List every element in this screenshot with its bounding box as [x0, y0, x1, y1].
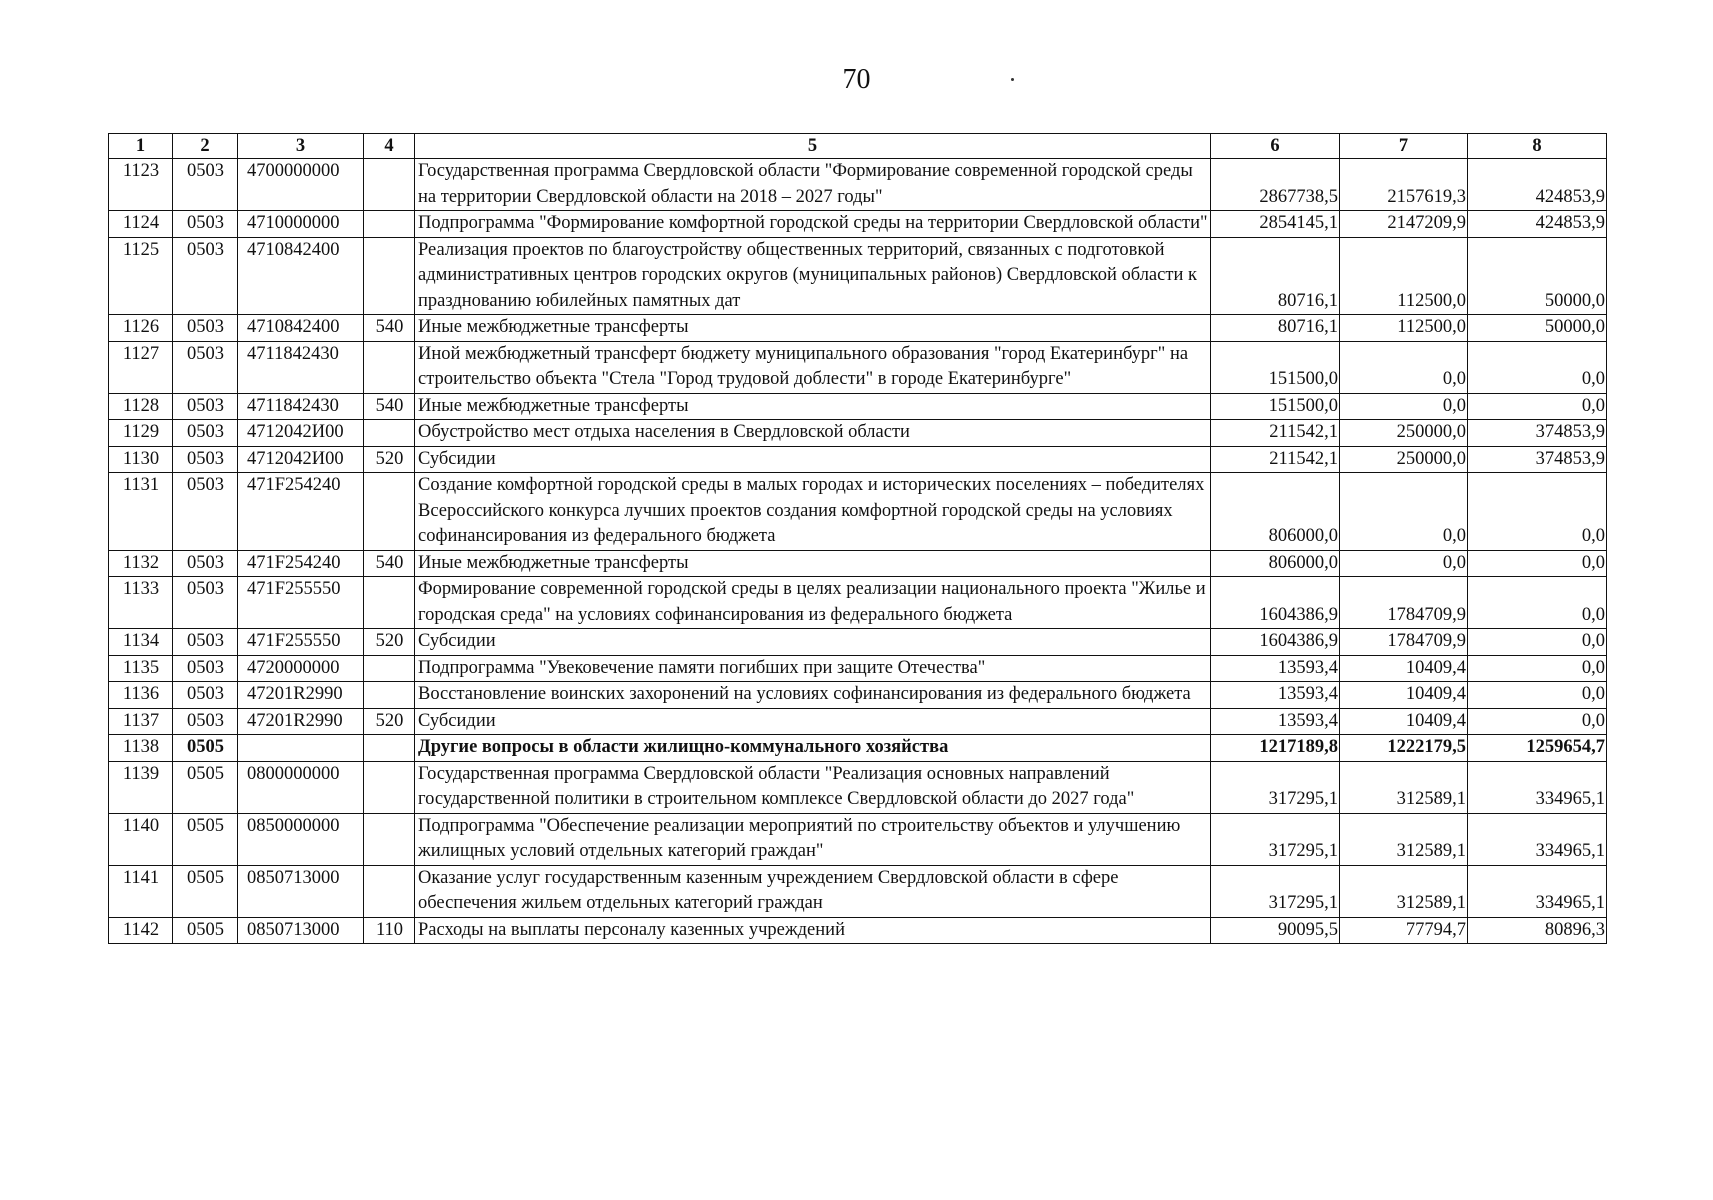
amount-col8-cell: 0,0: [1468, 629, 1607, 656]
amount-col8-cell: 0,0: [1468, 341, 1607, 393]
amount-col8-cell: 374853,9: [1468, 420, 1607, 447]
amount-col6-cell: 211542,1: [1211, 420, 1340, 447]
section-code-cell: 0505: [173, 917, 238, 944]
target-code-cell: 471F255550: [238, 629, 364, 656]
target-code-cell: 4700000000: [238, 159, 364, 211]
item-name-cell: Иной межбюджетный трансферт бюджету муниципального образования "город Екатеринбург" на строительство объекта "Стела "Город трудовой доблести" в городе Екатеринбурге": [415, 341, 1211, 393]
target-code-cell: 4710842400: [238, 315, 364, 342]
page-number: 70: [842, 64, 871, 95]
expense-type-cell: [364, 655, 415, 682]
target-code-cell: 47201R2990: [238, 708, 364, 735]
section-code-cell: 0505: [173, 813, 238, 865]
amount-col7-cell: 0,0: [1340, 473, 1468, 551]
section-code-cell: 0503: [173, 341, 238, 393]
table-row: [109, 735, 1607, 762]
section-code-cell: 0503: [173, 315, 238, 342]
amount-col8-cell: 334965,1: [1468, 761, 1607, 813]
amount-col6-cell: 806000,0: [1211, 473, 1340, 551]
section-code-cell: 0505: [173, 735, 238, 762]
expense-type-cell: [364, 473, 415, 551]
table-row: [109, 550, 1607, 577]
target-code-cell: 0800000000: [238, 761, 364, 813]
amount-col7-cell: 250000,0: [1340, 446, 1468, 473]
amount-col8-cell: 334965,1: [1468, 865, 1607, 917]
section-code-cell: 0503: [173, 446, 238, 473]
scan-speck: [1011, 78, 1014, 81]
table-row: [109, 473, 1607, 551]
row-number-cell: 1126: [109, 315, 173, 342]
item-name-cell: Субсидии: [415, 446, 1211, 473]
amount-col8-cell: 50000,0: [1468, 315, 1607, 342]
row-number-cell: 1124: [109, 211, 173, 238]
target-code-cell: [238, 735, 364, 762]
section-code-cell: 0503: [173, 550, 238, 577]
target-code-cell: 471F254240: [238, 473, 364, 551]
amount-col6-cell: 90095,5: [1211, 917, 1340, 944]
amount-col8-cell: 0,0: [1468, 577, 1607, 629]
amount-col7-cell: 1784709,9: [1340, 577, 1468, 629]
table-row: [109, 420, 1607, 447]
amount-col6-cell: 13593,4: [1211, 682, 1340, 709]
expense-type-cell: 540: [364, 550, 415, 577]
amount-col8-cell: 80896,3: [1468, 917, 1607, 944]
amount-col7-cell: 10409,4: [1340, 655, 1468, 682]
amount-col7-cell: 0,0: [1340, 550, 1468, 577]
amount-col8-cell: 0,0: [1468, 655, 1607, 682]
target-code-cell: 4712042И00: [238, 446, 364, 473]
item-name-cell: Реализация проектов по благоустройству общественных территорий, связанных с подготовкой административных центров городских округов (муниципальных районов) Свердловской области к празднованию юбилейных памятных дат: [415, 237, 1211, 315]
amount-col6-cell: 13593,4: [1211, 655, 1340, 682]
target-code-cell: 471F255550: [238, 577, 364, 629]
item-name-cell: Субсидии: [415, 629, 1211, 656]
table-row: [109, 761, 1607, 813]
expense-type-cell: [364, 211, 415, 238]
amount-col7-cell: 0,0: [1340, 393, 1468, 420]
amount-col7-cell: 312589,1: [1340, 813, 1468, 865]
item-name-cell: Оказание услуг государственным казенным учреждением Свердловской области в сфере обеспечения жильем отдельных категорий граждан: [415, 865, 1211, 917]
amount-col6-cell: 2867738,5: [1211, 159, 1340, 211]
expense-type-cell: 540: [364, 315, 415, 342]
expense-type-cell: [364, 865, 415, 917]
section-code-cell: 0503: [173, 708, 238, 735]
amount-col7-cell: 77794,7: [1340, 917, 1468, 944]
amount-col8-cell: 1259654,7: [1468, 735, 1607, 762]
target-code-cell: 4711842430: [238, 393, 364, 420]
header-row: [109, 134, 1607, 159]
expense-type-cell: [364, 735, 415, 762]
target-code-cell: 47201R2990: [238, 682, 364, 709]
budget-table: [108, 133, 1607, 944]
item-name-cell: Другие вопросы в области жилищно-коммунального хозяйства: [415, 735, 1211, 762]
amount-col6-cell: 317295,1: [1211, 761, 1340, 813]
item-name-cell: Создание комфортной городской среды в малых городах и исторических поселениях – победителях Всероссийского конкурса лучших проектов создания комфортной городской среды на условиях софинансирования из федерального бюджета: [415, 473, 1211, 551]
item-name-cell: Формирование современной городской среды в целях реализации национального проекта "Жилье и городская среда" на условиях софинансирования из федерального бюджета: [415, 577, 1211, 629]
amount-col6-cell: 1217189,8: [1211, 735, 1340, 762]
section-code-cell: 0503: [173, 237, 238, 315]
row-number-cell: 1134: [109, 629, 173, 656]
table-row: [109, 393, 1607, 420]
expense-type-cell: 520: [364, 446, 415, 473]
target-code-cell: 4710000000: [238, 211, 364, 238]
amount-col7-cell: 0,0: [1340, 341, 1468, 393]
expense-type-cell: [364, 761, 415, 813]
header-col-7: 7: [1340, 134, 1468, 159]
amount-col7-cell: 312589,1: [1340, 865, 1468, 917]
item-name-cell: Иные межбюджетные трансферты: [415, 393, 1211, 420]
table-row: [109, 341, 1607, 393]
row-number-cell: 1137: [109, 708, 173, 735]
header-col-4: 4: [364, 134, 415, 159]
row-number-cell: 1123: [109, 159, 173, 211]
amount-col7-cell: 1222179,5: [1340, 735, 1468, 762]
amount-col6-cell: 13593,4: [1211, 708, 1340, 735]
row-number-cell: 1138: [109, 735, 173, 762]
amount-col7-cell: 112500,0: [1340, 237, 1468, 315]
target-code-cell: 0850000000: [238, 813, 364, 865]
table-row: [109, 237, 1607, 315]
item-name-cell: Иные межбюджетные трансферты: [415, 315, 1211, 342]
expense-type-cell: [364, 420, 415, 447]
amount-col8-cell: 424853,9: [1468, 159, 1607, 211]
table-row: [109, 655, 1607, 682]
table-body: [109, 159, 1607, 944]
expense-type-cell: 520: [364, 708, 415, 735]
table-row: [109, 446, 1607, 473]
amount-col6-cell: 151500,0: [1211, 393, 1340, 420]
amount-col7-cell: 2147209,9: [1340, 211, 1468, 238]
table-row: [109, 211, 1607, 238]
table-row: [109, 917, 1607, 944]
table-row: [109, 577, 1607, 629]
header-col-5: 5: [415, 134, 1211, 159]
item-name-cell: Подпрограмма "Обеспечение реализации мероприятий по строительству объектов и улучшению жилищных условий отдельных категорий граждан": [415, 813, 1211, 865]
amount-col7-cell: 312589,1: [1340, 761, 1468, 813]
item-name-cell: Государственная программа Свердловской области "Реализация основных направлений государственной политики в строительном комплексе Свердловской области до 2027 года": [415, 761, 1211, 813]
row-number-cell: 1132: [109, 550, 173, 577]
section-code-cell: 0503: [173, 629, 238, 656]
expense-type-cell: [364, 577, 415, 629]
section-code-cell: 0503: [173, 159, 238, 211]
row-number-cell: 1131: [109, 473, 173, 551]
item-name-cell: Субсидии: [415, 708, 1211, 735]
amount-col7-cell: 1784709,9: [1340, 629, 1468, 656]
section-code-cell: 0503: [173, 211, 238, 238]
section-code-cell: 0505: [173, 761, 238, 813]
amount-col6-cell: 1604386,9: [1211, 577, 1340, 629]
target-code-cell: 471F254240: [238, 550, 364, 577]
target-code-cell: 0850713000: [238, 865, 364, 917]
amount-col6-cell: 80716,1: [1211, 237, 1340, 315]
section-code-cell: 0503: [173, 473, 238, 551]
target-code-cell: 4720000000: [238, 655, 364, 682]
amount-col7-cell: 10409,4: [1340, 682, 1468, 709]
amount-col8-cell: 0,0: [1468, 682, 1607, 709]
item-name-cell: Расходы на выплаты персоналу казенных учреждений: [415, 917, 1211, 944]
amount-col6-cell: 151500,0: [1211, 341, 1340, 393]
table-row: [109, 629, 1607, 656]
amount-col8-cell: 50000,0: [1468, 237, 1607, 315]
section-code-cell: 0503: [173, 393, 238, 420]
section-code-cell: 0503: [173, 655, 238, 682]
amount-col8-cell: 424853,9: [1468, 211, 1607, 238]
item-name-cell: Восстановление воинских захоронений на условиях софинансирования из федерального бюджета: [415, 682, 1211, 709]
target-code-cell: 4711842430: [238, 341, 364, 393]
row-number-cell: 1125: [109, 237, 173, 315]
expense-type-cell: 110: [364, 917, 415, 944]
amount-col6-cell: 317295,1: [1211, 813, 1340, 865]
section-code-cell: 0503: [173, 682, 238, 709]
expense-type-cell: [364, 682, 415, 709]
amount-col8-cell: 0,0: [1468, 550, 1607, 577]
row-number-cell: 1133: [109, 577, 173, 629]
section-code-cell: 0505: [173, 865, 238, 917]
amount-col6-cell: 211542,1: [1211, 446, 1340, 473]
table-row: [109, 865, 1607, 917]
header-col-8: 8: [1468, 134, 1607, 159]
item-name-cell: Иные межбюджетные трансферты: [415, 550, 1211, 577]
section-code-cell: 0503: [173, 577, 238, 629]
row-number-cell: 1130: [109, 446, 173, 473]
header-col-2: 2: [173, 134, 238, 159]
header-col-6: 6: [1211, 134, 1340, 159]
table-row: [109, 159, 1607, 211]
item-name-cell: Подпрограмма "Увековечение памяти погибших при защите Отечества": [415, 655, 1211, 682]
amount-col6-cell: 80716,1: [1211, 315, 1340, 342]
expense-type-cell: 540: [364, 393, 415, 420]
row-number-cell: 1139: [109, 761, 173, 813]
amount-col8-cell: 374853,9: [1468, 446, 1607, 473]
amount-col6-cell: 1604386,9: [1211, 629, 1340, 656]
row-number-cell: 1129: [109, 420, 173, 447]
item-name-cell: Государственная программа Свердловской области "Формирование современной городской среды на территории Свердловской области на 2018 – 2027 годы": [415, 159, 1211, 211]
table-row: [109, 315, 1607, 342]
amount-col8-cell: 0,0: [1468, 473, 1607, 551]
header-col-1: 1: [109, 134, 173, 159]
expense-type-cell: 520: [364, 629, 415, 656]
amount-col8-cell: 334965,1: [1468, 813, 1607, 865]
amount-col7-cell: 112500,0: [1340, 315, 1468, 342]
amount-col7-cell: 2157619,3: [1340, 159, 1468, 211]
target-code-cell: 0850713000: [238, 917, 364, 944]
target-code-cell: 4712042И00: [238, 420, 364, 447]
row-number-cell: 1127: [109, 341, 173, 393]
item-name-cell: Подпрограмма "Формирование комфортной городской среды на территории Свердловской области": [415, 211, 1211, 238]
header-col-3: 3: [238, 134, 364, 159]
expense-type-cell: [364, 159, 415, 211]
item-name-cell: Обустройство мест отдыха населения в Свердловской области: [415, 420, 1211, 447]
row-number-cell: 1136: [109, 682, 173, 709]
amount-col6-cell: 806000,0: [1211, 550, 1340, 577]
expense-type-cell: [364, 341, 415, 393]
row-number-cell: 1135: [109, 655, 173, 682]
amount-col8-cell: 0,0: [1468, 393, 1607, 420]
amount-col6-cell: 2854145,1: [1211, 211, 1340, 238]
target-code-cell: 4710842400: [238, 237, 364, 315]
section-code-cell: 0503: [173, 420, 238, 447]
amount-col7-cell: 250000,0: [1340, 420, 1468, 447]
table-row: [109, 682, 1607, 709]
row-number-cell: 1141: [109, 865, 173, 917]
row-number-cell: 1128: [109, 393, 173, 420]
table-row: [109, 708, 1607, 735]
expense-type-cell: [364, 237, 415, 315]
table-row: [109, 813, 1607, 865]
row-number-cell: 1140: [109, 813, 173, 865]
expense-type-cell: [364, 813, 415, 865]
row-number-cell: 1142: [109, 917, 173, 944]
amount-col6-cell: 317295,1: [1211, 865, 1340, 917]
amount-col8-cell: 0,0: [1468, 708, 1607, 735]
amount-col7-cell: 10409,4: [1340, 708, 1468, 735]
